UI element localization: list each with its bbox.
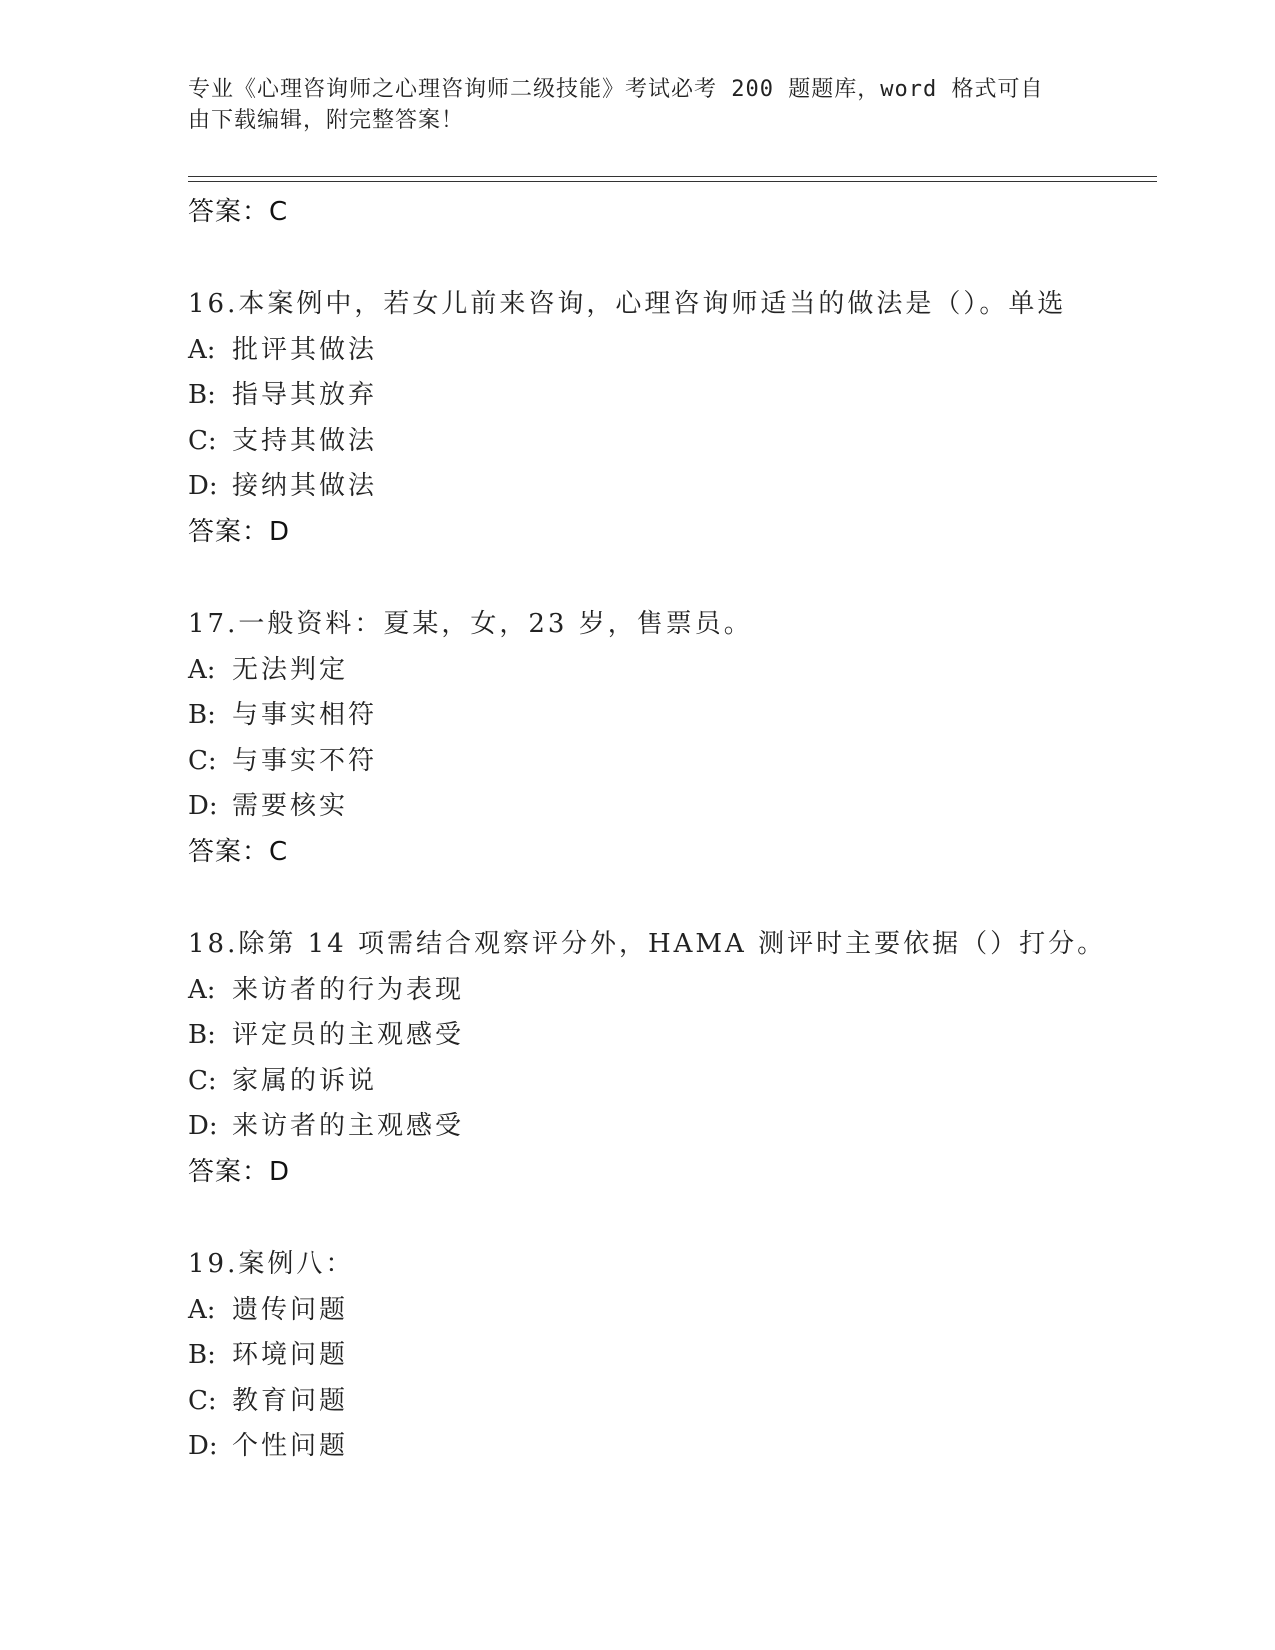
page-header (188, 74, 1068, 136)
answer-line: 答案：D (188, 516, 291, 547)
option-text: 需要核实 (232, 791, 349, 822)
option-text: 环境问题 (232, 1340, 349, 1371)
option-text: 支持其做法 (232, 425, 378, 456)
option-d (188, 1104, 1148, 1150)
question-17 (188, 602, 1148, 875)
option-a (188, 328, 1148, 374)
option-c (188, 1379, 1148, 1425)
option-text: 评定员的主观感受 (232, 1020, 465, 1051)
option-text: 指导其放弃 (232, 380, 378, 411)
question-19 (188, 1242, 1148, 1470)
option-letter: B: (188, 700, 216, 731)
option-c (188, 419, 1148, 465)
option-a (188, 648, 1148, 694)
option-b (188, 373, 1148, 419)
option-text: 接纳其做法 (232, 471, 378, 502)
question-stem: 19.案例八： (188, 1248, 355, 1279)
option-letter: A: (188, 974, 216, 1005)
option-text: 批评其做法 (232, 334, 378, 365)
header-line-1: 专业《心理咨询师之心理咨询师二级技能》考试必考 200 题题库，word 格式可自 (188, 77, 1044, 102)
option-letter: A: (188, 654, 216, 685)
question-16 (188, 282, 1148, 555)
header-divider-bottom (188, 181, 1157, 182)
option-letter: C: (188, 745, 217, 776)
option-text: 与事实相符 (232, 700, 378, 731)
option-b (188, 693, 1148, 739)
option-letter: D: (188, 1431, 218, 1462)
option-letter: A: (188, 1294, 216, 1325)
option-text: 遗传问题 (232, 1294, 349, 1325)
option-a (188, 968, 1148, 1014)
header-line-2: 由下载编辑，附完整答案！ (188, 108, 465, 133)
question-stem: 16.本案例中，若女儿前来咨询，心理咨询师适当的做法是（）。单选 (188, 289, 1067, 319)
option-d (188, 464, 1148, 510)
option-text: 个性问题 (232, 1431, 349, 1462)
option-letter: D: (188, 1111, 218, 1142)
option-text: 与事实不符 (232, 745, 378, 776)
option-letter: B: (188, 380, 216, 411)
option-text: 来访者的行为表现 (232, 974, 465, 1005)
option-text: 无法判定 (232, 654, 349, 685)
answer-line: 答案：D (188, 1156, 291, 1187)
option-letter: C: (188, 1065, 217, 1096)
answer-line: 答案：C (188, 836, 289, 867)
option-letter: C: (188, 1385, 217, 1416)
question-stem: 17.一般资料：夏某，女，23 岁，售票员。 (188, 608, 753, 639)
option-letter: A: (188, 334, 216, 365)
option-letter: D: (188, 791, 218, 822)
option-a (188, 1288, 1148, 1334)
option-text: 教育问题 (232, 1385, 349, 1416)
option-letter: D: (188, 471, 218, 502)
option-c (188, 1059, 1148, 1105)
answer-line: 答案：C (188, 197, 289, 227)
header-divider-top (188, 176, 1157, 177)
option-b (188, 1013, 1148, 1059)
option-d (188, 784, 1148, 830)
question-stem: 18.除第 14 项需结合观察评分外，HAMA 测评时主要依据（）打分。 (188, 928, 1107, 959)
question-18 (188, 922, 1148, 1195)
option-text: 来访者的主观感受 (232, 1111, 465, 1142)
option-text: 家属的诉说 (232, 1065, 378, 1096)
option-letter: B: (188, 1340, 216, 1371)
option-b (188, 1333, 1148, 1379)
option-d (188, 1424, 1148, 1470)
document-body (188, 190, 1148, 1470)
option-c (188, 739, 1148, 785)
option-letter: B: (188, 1020, 216, 1051)
option-letter: C: (188, 425, 217, 456)
